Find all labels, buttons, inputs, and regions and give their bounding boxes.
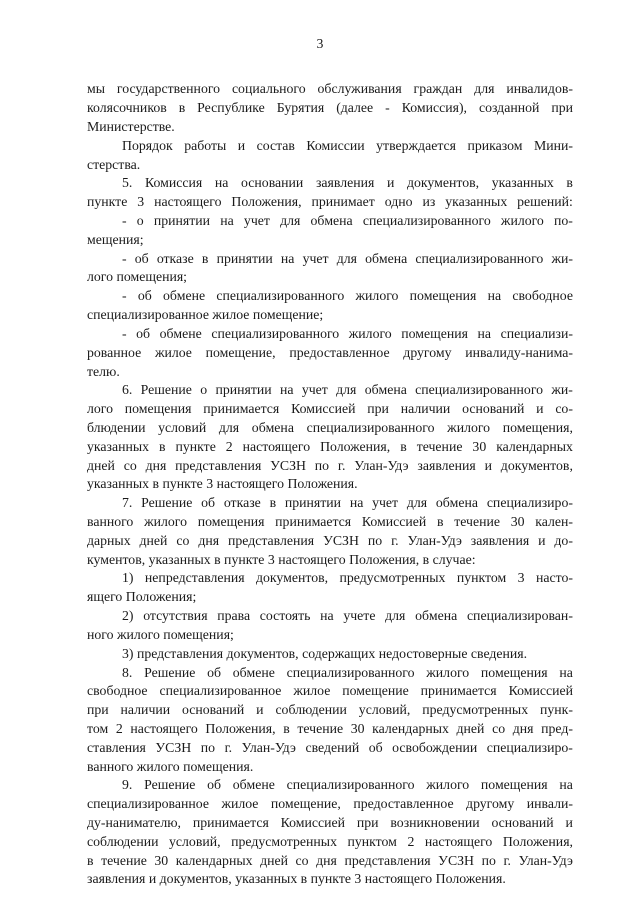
text-line: колясочников в Республике Бурятия (далее - Комиссия), созданной при bbox=[87, 100, 573, 115]
text-line: в течение 30 календарных дней со дня представления УСЗН по г. Улан-Удэ bbox=[87, 853, 573, 868]
page-number: 3 bbox=[316, 36, 324, 51]
text-line: том 2 настоящего Положения, в течение 30 календарных дней со дня пред- bbox=[87, 721, 573, 736]
text-line: кументов, указанных в пункте 3 настоящего Положения, в случае: bbox=[87, 552, 476, 567]
text-line: ванного жилого помещения. bbox=[87, 759, 254, 774]
text-line: заявления и документов, указанных в пункте 3 настоящего Положения. bbox=[87, 871, 506, 886]
text-line: - об обмене специализированного жилого помещения на специализи- bbox=[122, 326, 573, 341]
text-line: ду-нанимателю, принимается Комиссией при возникновении оснований и bbox=[87, 815, 573, 830]
text-line: блюдении условий для обмена специализированного жилого помещения, bbox=[87, 420, 573, 435]
text-line: ванного жилого помещения принимается Комиссией в течение 30 кален- bbox=[87, 514, 573, 529]
text-line: свободное специализированное жилое помещение принимается Комиссией bbox=[87, 683, 573, 698]
text-line: пункте 3 настоящего Положения, принимает одно из указанных решений: bbox=[87, 194, 573, 209]
text-line: мы государственного социального обслуживания граждан для инвалидов- bbox=[87, 81, 573, 96]
text-line: при наличии оснований и соблюдении условий, предусмотренных пунк- bbox=[87, 702, 573, 717]
text-line: 2) отсутствия права состоять на учете для обмена специализирован- bbox=[122, 608, 573, 623]
text-line: ного жилого помещения; bbox=[87, 627, 234, 642]
text-line: указанных в пункте 2 настоящего Положения, в течение 30 календарных bbox=[87, 439, 573, 454]
text-line: указанных в пункте 3 настоящего Положения. bbox=[87, 476, 358, 491]
text-line: 5. Комиссия на основании заявления и документов, указанных в bbox=[122, 175, 573, 190]
text-line: ставления УСЗН по г. Улан-Удэ сведений об освобождении специализиро- bbox=[87, 740, 573, 755]
text-line: 6. Решение о принятии на учет для обмена специализированного жи- bbox=[122, 382, 573, 397]
text-line: Министерстве. bbox=[87, 119, 175, 134]
text-line: лого помещения принимается Комиссией при наличии оснований и со- bbox=[87, 401, 573, 416]
text-line: - об отказе в принятии на учет для обмена специализированного жи- bbox=[122, 251, 573, 266]
text-line: 7. Решение об отказе в принятии на учет для обмена специализиро- bbox=[122, 495, 573, 510]
text-line: специализированное жилое помещение, предоставленное другому инвали- bbox=[87, 796, 573, 811]
text-line: специализированное жилое помещение; bbox=[87, 307, 324, 322]
text-line: 9. Решение об обмене специализированного жилого помещения на bbox=[122, 777, 573, 792]
text-line: - о принятии на учет для обмена специализированного жилого по- bbox=[122, 213, 573, 228]
text-line: телю. bbox=[87, 364, 120, 379]
text-line: мещения; bbox=[87, 232, 144, 247]
text-line: стерства. bbox=[87, 157, 141, 172]
text-line: 1) непредставления документов, предусмотренных пунктом 3 насто- bbox=[122, 570, 573, 585]
text-line: рованное жилое помещение, предоставленное другому инвалиду-нанима- bbox=[87, 345, 573, 360]
text-line: соблюдении условий, предусмотренных пунктом 2 настоящего Положения, bbox=[87, 834, 573, 849]
text-line: дарных дней со дня представления УСЗН по г. Улан-Удэ заявления и до- bbox=[87, 533, 573, 548]
text-line: 3) представления документов, содержащих недостоверные сведения. bbox=[122, 646, 528, 661]
text-line: лого помещения; bbox=[87, 269, 188, 284]
text-line: ящего Положения; bbox=[87, 589, 197, 604]
text-line: Порядок работы и состав Комиссии утверждается приказом Мини- bbox=[122, 138, 573, 153]
text-line: 8. Решение об обмене специализированного жилого помещения на bbox=[122, 665, 573, 680]
text-line: - об обмене специализированного жилого помещения на свободное bbox=[122, 288, 573, 303]
text-line: дней со дня представления УСЗН по г. Улан-Удэ заявления и документов, bbox=[87, 458, 573, 473]
